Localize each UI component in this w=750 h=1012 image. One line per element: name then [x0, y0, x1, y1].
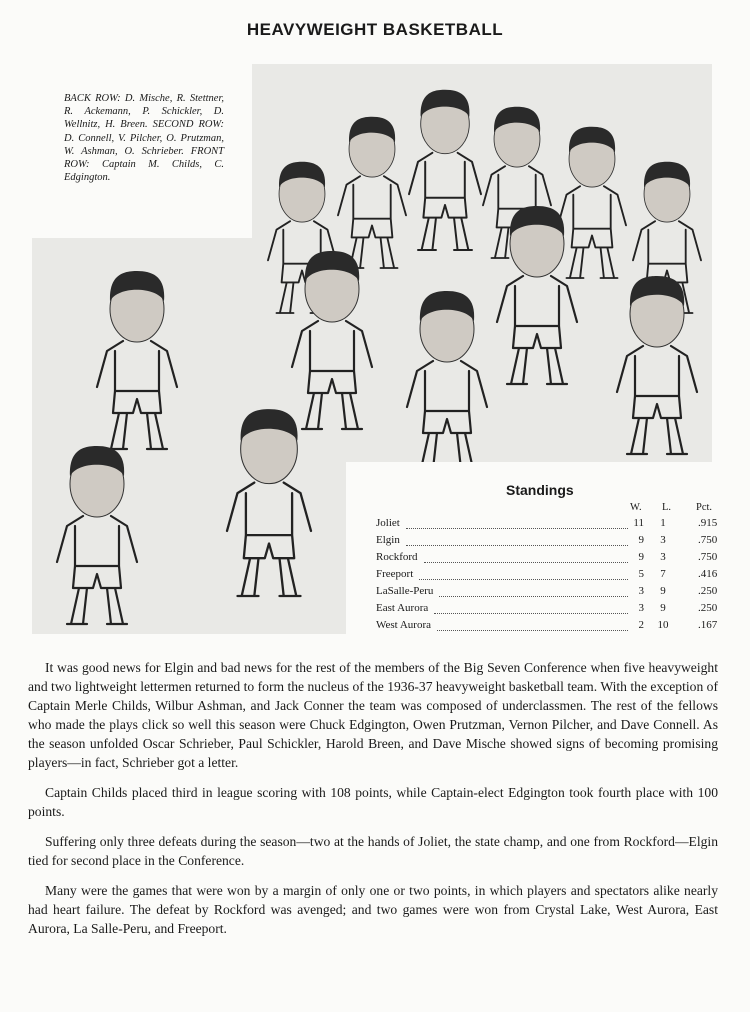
- wins: 2: [638, 619, 644, 631]
- percentage: .750: [698, 551, 718, 563]
- wins: 3: [638, 602, 644, 614]
- leader-dots: [439, 595, 628, 597]
- standings-row: [376, 585, 716, 601]
- team-name: West Aurora: [376, 619, 432, 631]
- percentage: .250: [698, 585, 718, 597]
- losses: 9: [660, 585, 666, 597]
- wins: 5: [638, 568, 644, 580]
- page-title: HEAVYWEIGHT BASKETBALL: [246, 20, 504, 39]
- team-name: Elgin: [376, 534, 400, 546]
- leader-dots: [434, 612, 628, 614]
- leader-dots: [437, 629, 628, 631]
- paragraph: Suffering only three defeats during the season—two at the hands of Joliet, the state champ, and one from Rockford—Elgin tied for second place in the Conference.: [28, 834, 718, 868]
- standings-row: [376, 568, 716, 584]
- percentage: .915: [698, 517, 718, 529]
- article-body: [28, 658, 718, 949]
- header-pct: Pct.: [696, 502, 713, 513]
- percentage: .416: [698, 568, 718, 580]
- leader-dots: [419, 578, 628, 580]
- standings-row: [376, 534, 716, 550]
- header-losses: L.: [662, 502, 672, 513]
- losses: 3: [660, 551, 666, 563]
- team-name: Freeport: [376, 568, 414, 580]
- wins: 11: [633, 517, 644, 529]
- percentage: .167: [698, 619, 718, 631]
- percentage: .750: [698, 534, 718, 546]
- standings-title: Standings: [506, 482, 574, 498]
- standings-row: [376, 619, 716, 635]
- paragraph: It was good news for Elgin and bad news for the rest of the members of the Big Seven Conference when five heavyweight and two lightweight lettermen returned to form the nucleus of the 1936-37 heavyweight basketball team. With the exception of Captain Merle Childs, Wilbur Ashman, and Jack Conner the team was composed of underclassmen. The rest of the fellows who made the plays click so well this season were Chuck Edgington, Owen Prutzman, Vernon Pilcher, and Dave Connell. As the season unfolded Oscar Schrieber, Paul Schickler, Harold Breen, and Dave Mische showed signs of becoming promising players—in fact, Schrieber got a letter.: [28, 660, 718, 770]
- losses: 10: [657, 619, 669, 631]
- team-name: Rockford: [376, 551, 418, 563]
- leader-dots: [406, 527, 628, 529]
- standings-row: [376, 551, 716, 567]
- team-name: East Aurora: [376, 602, 429, 614]
- losses: 1: [660, 517, 666, 529]
- leader-dots: [424, 561, 628, 563]
- paragraph: Many were the games that were won by a margin of only one or two points, in which players and spectators alike nearly had heart failure. The defeat by Rockford was avenged; and two games were won from Crystal Lake, West Aurora, East Aurora, La Salle-Peru, and Freeport.: [28, 883, 718, 936]
- header-wins: W.: [630, 502, 642, 513]
- standings-row: [376, 602, 716, 618]
- leader-dots: [406, 544, 628, 546]
- paragraph: Captain Childs placed third in league scoring with 108 points, while Captain-elect Edgington took fourth place with 100 points.: [28, 785, 718, 819]
- losses: 7: [660, 568, 666, 580]
- losses: 3: [660, 534, 666, 546]
- percentage: .250: [698, 602, 718, 614]
- team-name: LaSalle-Peru: [376, 585, 434, 597]
- standings-table: [346, 462, 722, 640]
- wins: 9: [638, 534, 644, 546]
- team-name: Joliet: [376, 517, 400, 529]
- photo-caption: BACK ROW: D. Mische, R. Stettner, R. Ackemann, P. Schickler, D. Wellnitz, H. Breen. SECOND ROW: D. Connell, V. Pilcher, O. Prutzman, W. Ashman, O. Schrieber. FRONT ROW: Captain M. Childs, C. Edgington.: [64, 93, 224, 184]
- losses: 9: [660, 602, 666, 614]
- standings-row: [376, 517, 716, 533]
- wins: 9: [638, 551, 644, 563]
- wins: 3: [638, 585, 644, 597]
